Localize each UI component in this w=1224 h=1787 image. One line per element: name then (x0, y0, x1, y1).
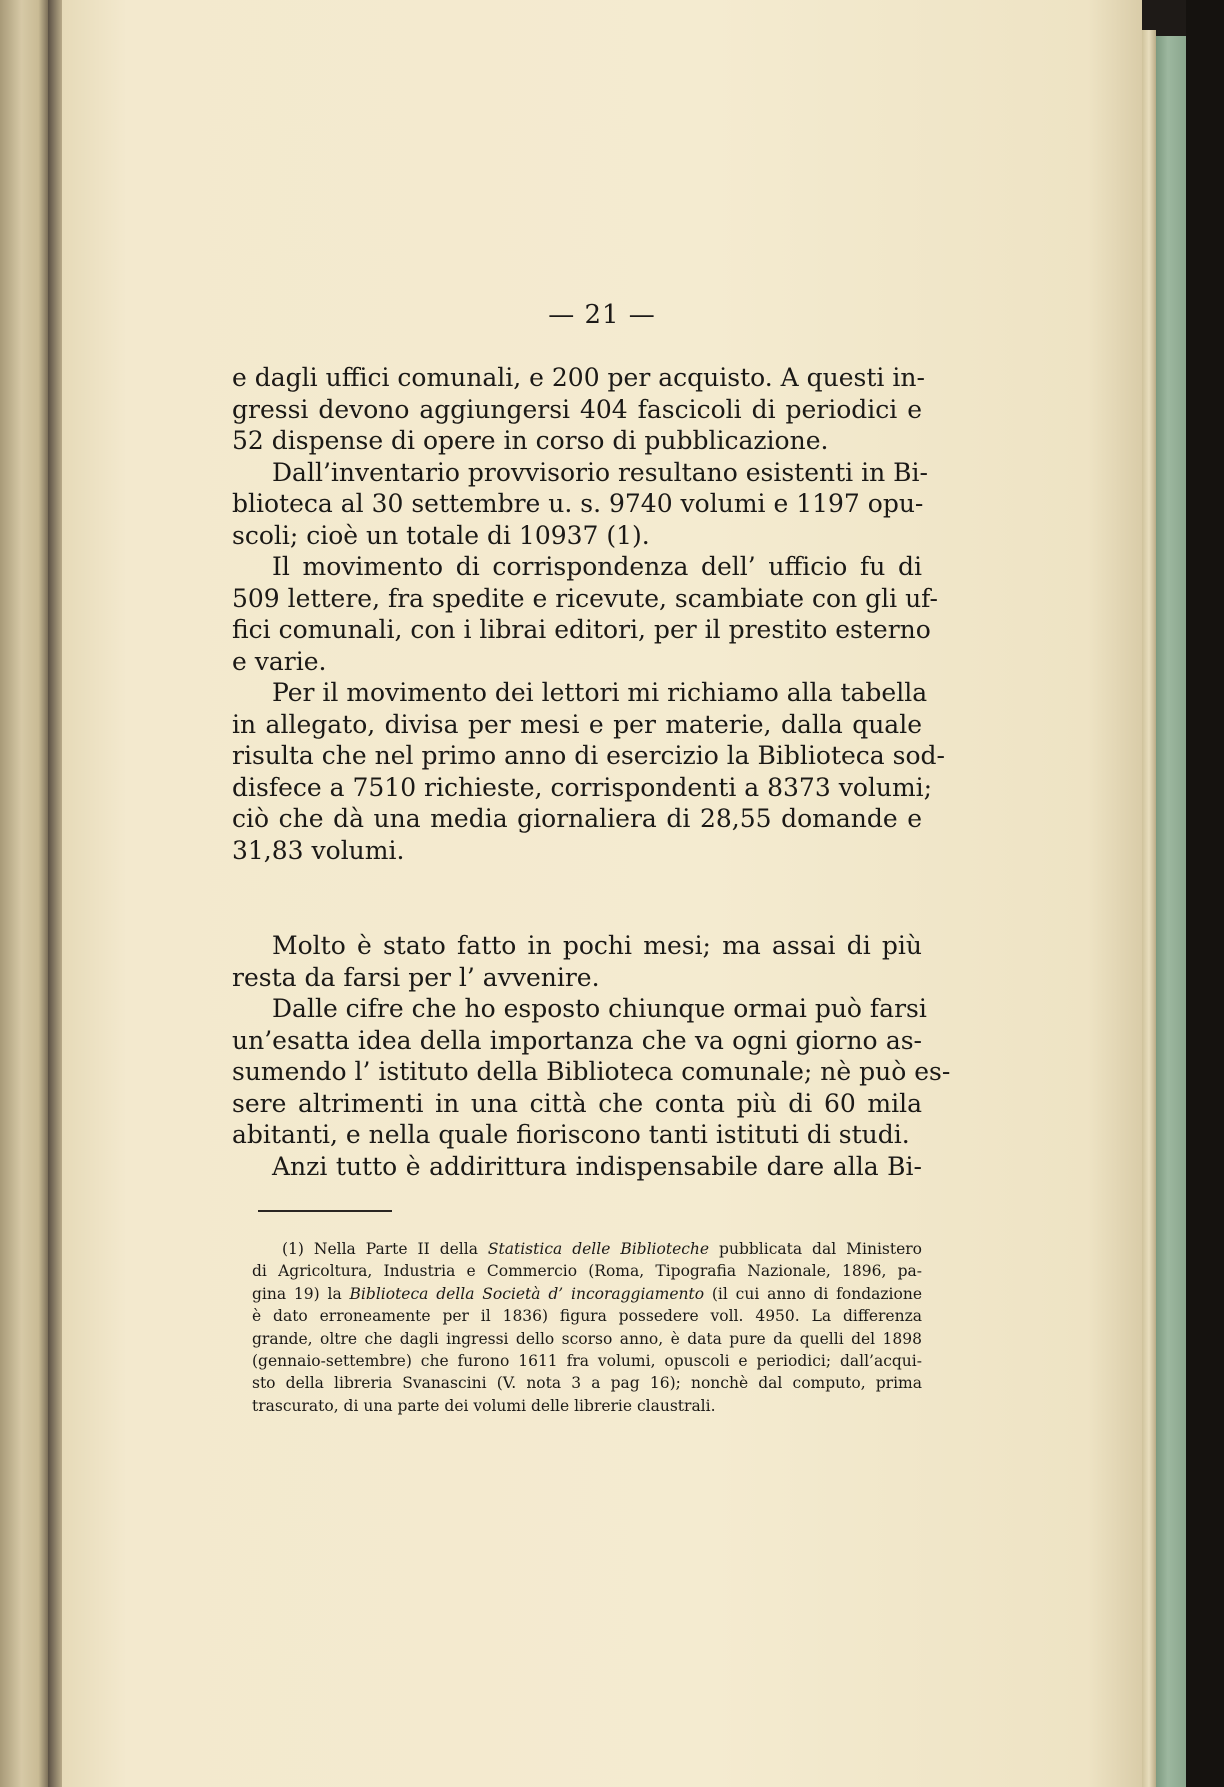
text-line: e varie. (232, 646, 327, 676)
footnote (252, 1238, 922, 1417)
text-line: Il movimento di corrispondenza dell’ ufficio fu di (272, 552, 922, 581)
text-line: in allegato, divisa per mesi e per materie, dalla quale (232, 709, 922, 739)
section-break (232, 866, 922, 930)
scan-background (1186, 0, 1224, 1787)
text-line: 509 lettere, fra spedite e ricevute, scambiate con gli uf- (232, 583, 938, 613)
book-page (62, 0, 1142, 1787)
footnote-rule (258, 1210, 392, 1212)
text-line: scoli; cioè un totale di 10937 (1). (232, 520, 650, 550)
text-line: un’esatta idea della importanza che va ogni giorno as- (232, 1025, 922, 1055)
text-line: disfece a 7510 richieste, corrispondenti a 8373 volumi; (232, 772, 933, 802)
text-line: resta da farsi per l’ avvenire. (232, 962, 600, 992)
text-line: 31,83 volumi. (232, 835, 405, 865)
text-line: blioteca al 30 settembre u. s. 9740 volumi e 1197 opu- (232, 489, 924, 518)
text-line: abitanti, e nella quale fioriscono tanti istituti di studi. (232, 1120, 910, 1149)
footnote-line: è dato erroneamente per il 1836) figura possedere voll. 4950. La differenza (252, 1307, 922, 1326)
text-line: Anzi tutto è addirittura indispensabile dare alla Bi- (272, 1151, 922, 1181)
footnote-line: grande, oltre che dagli ingressi dello scorso anno, è data pure da quelli del 1898 (252, 1329, 922, 1348)
text-line: fici comunali, con i librai editori, per il prestito esterno (232, 615, 931, 644)
text-line: sumendo l’ istituto della Biblioteca comunale; nè può es- (232, 1057, 951, 1086)
text-line: e dagli uffici comunali, e 200 per acquisto. A questi in- (232, 363, 925, 392)
text-line: risulta che nel primo anno di esercizio la Biblioteca sod- (232, 741, 945, 770)
text-line: sere altrimenti in una città che conta più di 60 mila (232, 1088, 922, 1118)
left-page-edge (0, 0, 48, 1787)
text-line: Dall’inventario provvisorio resultano esistenti in Bi- (272, 457, 928, 487)
main-text (232, 362, 951, 1182)
text-line: Per il movimento dei lettori mi richiamo alla tabella (272, 678, 928, 707)
text-line: Dalle cifre che ho esposto chiunque ormai può farsi (272, 994, 927, 1023)
page-stack-edge (1142, 30, 1156, 1787)
footnote-line: sto della libreria Svanascini (V. nota 3 a pag 16); nonchè dal computo, prima (252, 1374, 922, 1393)
text-line: 52 dispense di opere in corso di pubblicazione. (232, 426, 829, 455)
footnote-line: di Agricoltura, Industria e Commercio (Roma, Tipografia Nazionale, 1896, pa- (252, 1262, 922, 1281)
book-gutter (48, 0, 62, 1787)
text-line: gressi devono aggiungersi 404 fascicoli di periodici e (232, 394, 922, 424)
footnote-line: (1) Nella Parte II della Statistica delle Biblioteche pubblicata dal Ministero (282, 1240, 922, 1258)
footnote-line: trascurato, di una parte dei volumi delle librerie claustrali. (252, 1396, 716, 1415)
footnote-line: (gennaio-settembre) che furono 1611 fra volumi, opuscoli e periodici; dall’acqui- (252, 1352, 922, 1371)
text-line: Molto è stato fatto in pochi mesi; ma assai di più (272, 931, 922, 960)
footnote-line: gina 19) la Biblioteca della Società d’ incoraggiamento (il cui anno di fondazione (252, 1284, 922, 1303)
green-cover-edge (1156, 36, 1186, 1787)
text-line: ciò che dà una media giornaliera di 28,55 domande e (232, 804, 922, 833)
page-number: — 21 — (548, 300, 656, 330)
